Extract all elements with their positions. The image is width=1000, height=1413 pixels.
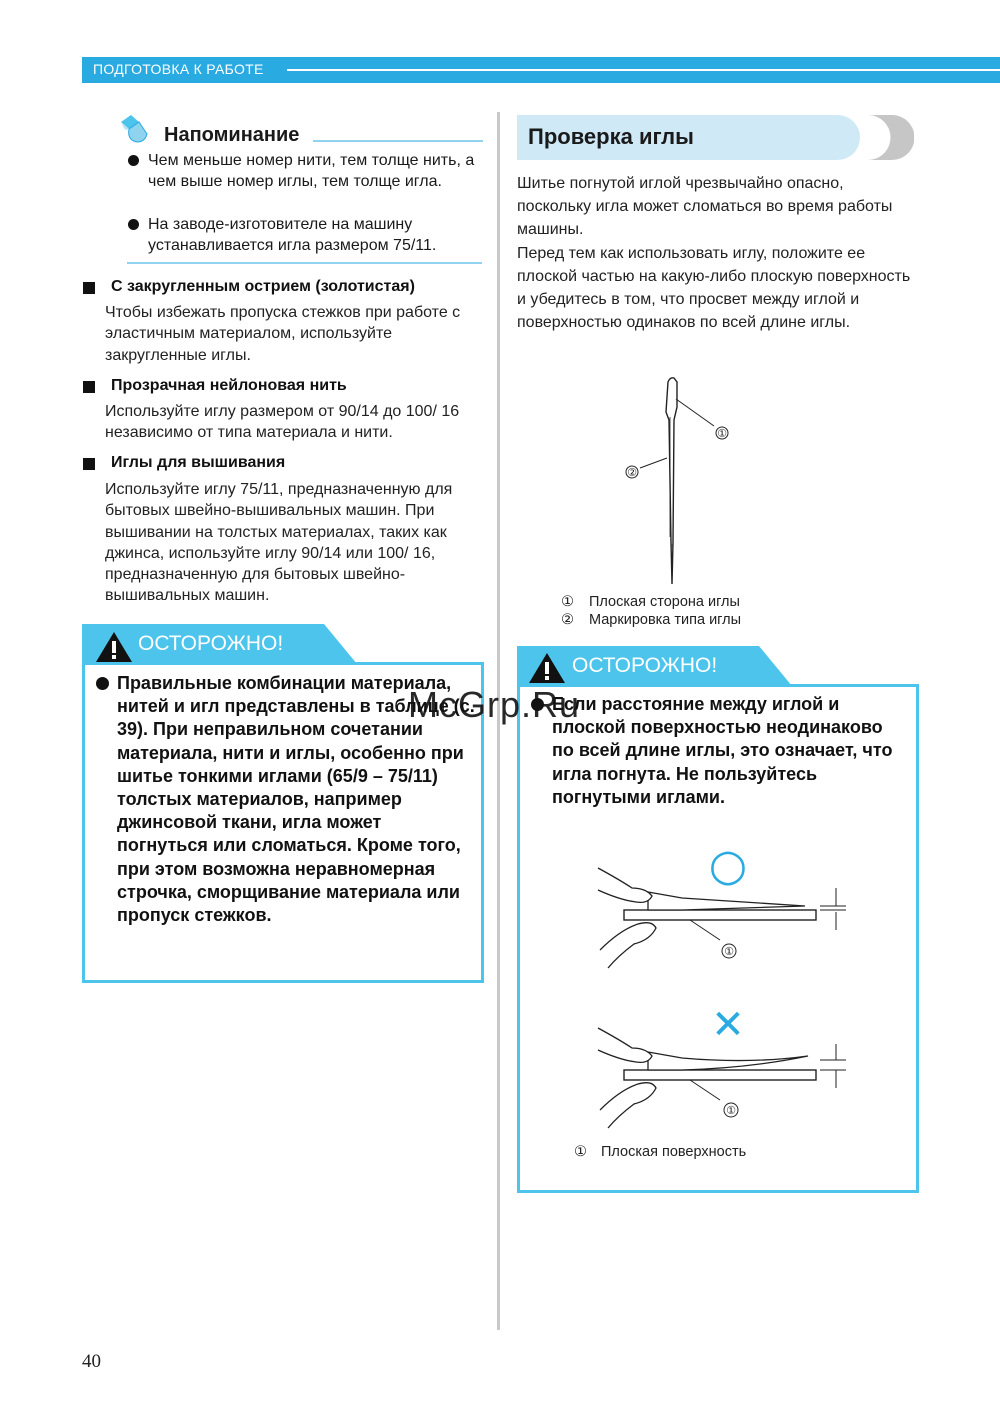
legend-number: ①	[561, 594, 574, 610]
header-rule	[287, 69, 1000, 71]
callout-1: ①	[724, 945, 734, 958]
section-body-ballpoint: Чтобы избежать пропуска стежков при работе с эластичным материалом, используйте закругленные иглы.	[105, 304, 461, 364]
legend-label: Плоская сторона иглы	[589, 594, 740, 610]
section-title-ballpoint: С закругленным острием (золотистая)	[111, 278, 415, 295]
warning-icon	[527, 651, 567, 685]
bent-needle-illustration	[590, 1002, 850, 1132]
callout-1: ①	[717, 427, 727, 440]
section-title-nylon: Прозрачная нейлоновая нить	[111, 377, 347, 394]
heading-decoration	[868, 115, 914, 160]
legend-number: ①	[574, 1144, 587, 1160]
page-number: 40	[82, 1351, 101, 1372]
needle-check-heading: Проверка иглы	[528, 124, 694, 149]
caution-text: Если расстояние между иглой и плоской поверхностью неодинаково по всей длине иглы, это означает, что игла погнута. Не пользуйтесь погнутыми иглами.	[552, 694, 893, 807]
caution-title: ОСТОРОЖНО!	[138, 632, 284, 655]
section-bullet	[83, 381, 95, 393]
bullet-dot	[128, 219, 139, 230]
warning-icon	[94, 630, 134, 664]
caution-title: ОСТОРОЖНО!	[572, 654, 718, 677]
section-body-embroidery: Используйте иглу 75/11, предназначенную для бытовых швейно-вышивальных машин. При вышивании на толстых материалах, таких как джинса, используйте иглу 90/14 или 100/ 16, предназначенную для бытовых швейно-вышивальных машин.	[105, 481, 453, 605]
paragraph: Перед тем как использовать иглу, положите ее плоской частью на какую-либо плоскую поверхность и убедитесь в том, что просвет между иглой и поверхностью одинаков по всей длине иглы.	[517, 244, 911, 332]
section-bullet	[83, 458, 95, 470]
callout-2: ②	[627, 466, 637, 479]
bullet-dot	[128, 155, 139, 166]
section-title: ПОДГОТОВКА К РАБОТЕ	[93, 61, 264, 77]
callout-1: ①	[726, 1104, 736, 1117]
reminder-item: Чем меньше номер нити, тем толще нить, а чем выше номер иглы, тем толще игла.	[148, 152, 475, 190]
paragraph: Шитье погнутой иглой чрезвычайно опасно, поскольку игла может сломаться во время работы машины.	[517, 175, 893, 239]
reminder-item: На заводе-изготовителе на машину устанавливается игла размером 75/11.	[148, 216, 437, 254]
legend-label: Плоская поверхность	[601, 1144, 747, 1160]
correct-mark: ○	[708, 840, 748, 891]
reminder-rule-top	[313, 140, 483, 142]
section-body-nylon: Используйте иглу размером от 90/14 до 100/ 16 независимо от типа материала и нити.	[105, 403, 460, 442]
reminder-rule-bottom	[127, 262, 482, 264]
section-title-embroidery: Иглы для вышивания	[111, 454, 286, 471]
incorrect-mark: ✕	[711, 1002, 745, 1048]
memo-icon	[117, 112, 151, 146]
straight-needle-illustration	[590, 840, 850, 980]
legend-number: ②	[561, 612, 574, 628]
needle-check-text	[517, 172, 912, 334]
reminder-title: Напоминание	[164, 124, 300, 146]
caution-text: Правильные комбинации материала, нитей и игл представлены в таблице (с. 39). При неправильном сочетании материала, нити и иглы, особенно при шитье тонкими иглами (65/9 – 75/11) толстых материалов, например джинсовой ткани, игла может погнуться или сломаться. Кроме того, при этом возможна неравномерная строчка, сморщивание материала или пропуск стежков.	[117, 673, 475, 926]
needle-diagram	[600, 372, 750, 592]
watermark: McGrp.Ru	[408, 684, 581, 725]
legend-label: Маркировка типа иглы	[589, 612, 742, 628]
section-bullet	[83, 282, 95, 294]
bullet-dot	[96, 677, 109, 690]
